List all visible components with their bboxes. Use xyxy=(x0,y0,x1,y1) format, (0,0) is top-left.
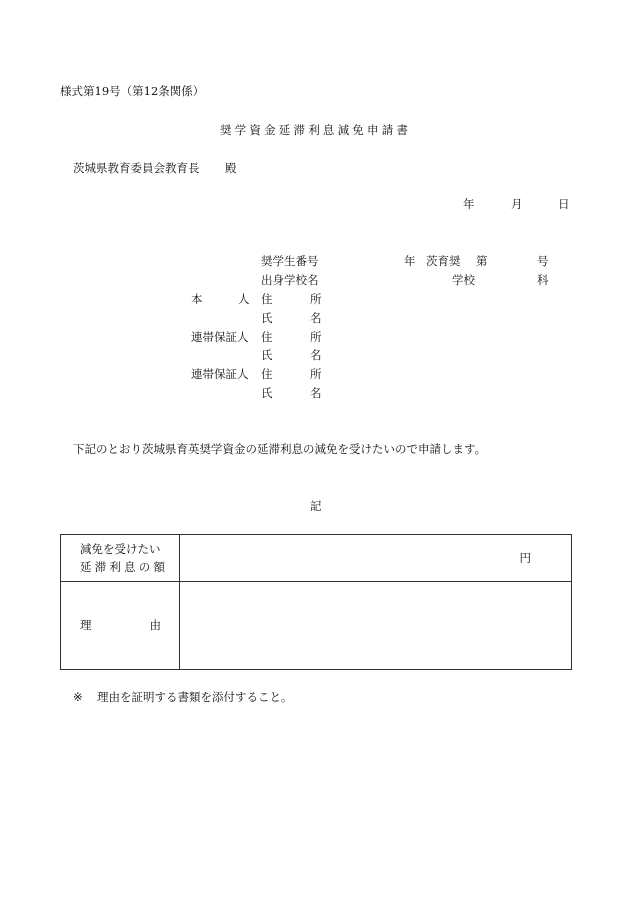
reason-value-cell[interactable] xyxy=(180,582,572,670)
course-suffix: 科 xyxy=(537,273,549,287)
amount-row xyxy=(61,535,572,582)
page-title: 奨学資金延滞利息減免申請書 xyxy=(220,123,412,137)
addressee-name: 茨城県教育委員会教育長 xyxy=(73,161,200,175)
guarantor2-label: 連帯保証人 xyxy=(191,367,249,381)
person-label-2: 人 xyxy=(238,292,250,306)
date-day: 日 xyxy=(558,197,570,211)
person-name-label-1: 氏 xyxy=(261,311,273,325)
application-table xyxy=(60,534,572,670)
application-statement: 下記のとおり茨城県育英奨学資金の延滞利息の減免を受けたいので申請します。 xyxy=(73,442,487,456)
guarantor2-address-label-1: 住 xyxy=(261,367,273,381)
ki-heading: 記 xyxy=(310,499,322,513)
guarantor1-address-label-2: 所 xyxy=(310,330,322,344)
scholarship-number-go: 号 xyxy=(537,254,549,268)
scholarship-number-dai: 第 xyxy=(476,254,488,268)
guarantor1-name-label-2: 名 xyxy=(310,348,322,362)
guarantor2-name-label-2: 名 xyxy=(310,386,322,400)
note-mark: ※ xyxy=(73,690,83,704)
person-address-label-2: 所 xyxy=(310,292,322,306)
scholarship-number-prefix: 茨育奨 xyxy=(426,254,461,268)
amount-label-line1: 減免を受けたい xyxy=(80,542,161,556)
addressee-honorific: 殿 xyxy=(225,161,237,175)
amount-value-cell[interactable] xyxy=(180,535,572,582)
reason-label-1: 理 xyxy=(80,617,92,632)
person-label-1: 本 xyxy=(191,292,203,306)
scholarship-number-label: 奨学生番号 xyxy=(261,254,319,268)
guarantor1-name-label-1: 氏 xyxy=(261,348,273,362)
scholarship-number-year: 年 xyxy=(404,254,416,268)
guarantor1-label: 連帯保証人 xyxy=(191,330,249,344)
person-name-label-2: 名 xyxy=(310,311,322,325)
amount-label-cell xyxy=(61,535,180,582)
person-address-label-1: 住 xyxy=(261,292,273,306)
guarantor2-address-label-2: 所 xyxy=(310,367,322,381)
amount-unit: 円 xyxy=(519,551,531,565)
reason-label-2: 由 xyxy=(149,617,161,632)
reason-row xyxy=(61,582,572,670)
note-text: 理由を証明する書類を添付すること。 xyxy=(97,690,293,704)
school-label: 出身学校名 xyxy=(261,273,319,287)
date-year: 年 xyxy=(463,197,475,211)
reason-label-cell xyxy=(61,582,180,670)
amount-label-line2: 延滞利息の額 xyxy=(80,560,169,574)
form-number: 様式第19号（第12条関係） xyxy=(60,84,205,98)
date-month: 月 xyxy=(511,197,523,211)
guarantor2-name-label-1: 氏 xyxy=(261,386,273,400)
school-suffix: 学校 xyxy=(452,273,475,287)
guarantor1-address-label-1: 住 xyxy=(261,330,273,344)
